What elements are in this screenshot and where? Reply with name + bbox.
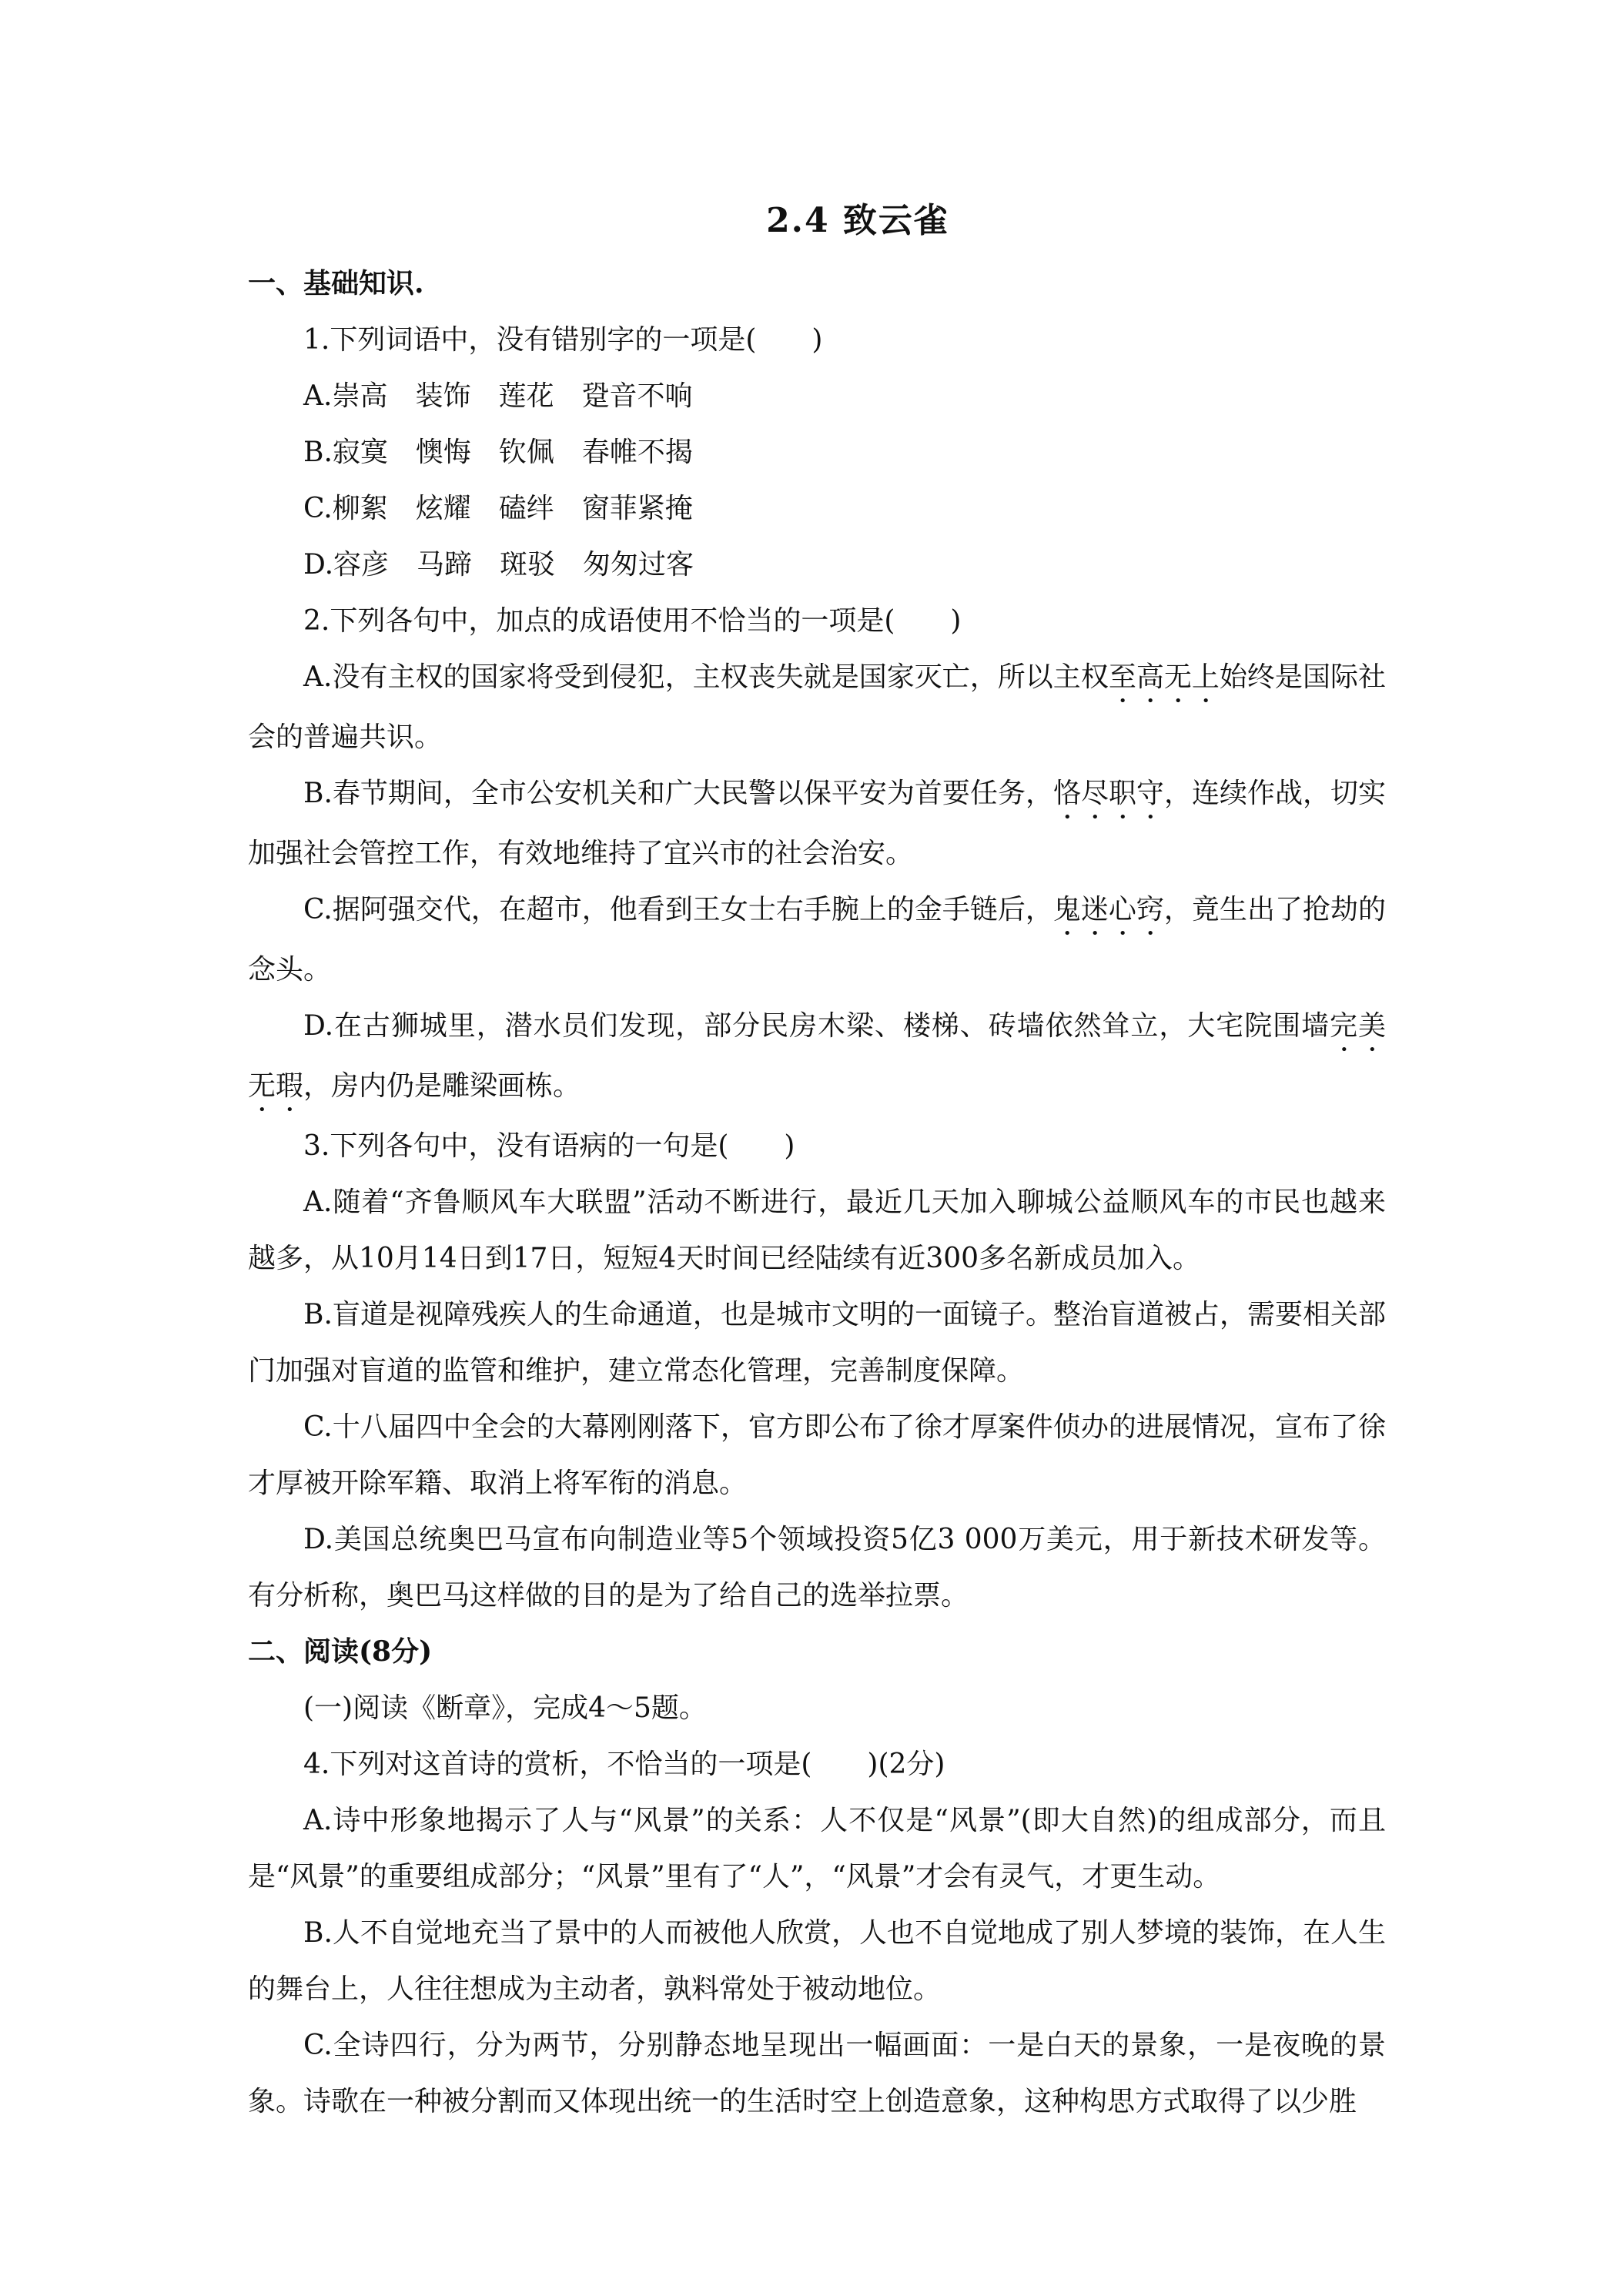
question-4-option-a: A.诗中形象地揭示了人与“风景”的关系：人不仅是“风景”(即大自然)的组成部分，而且是“风景”的重要组成部分；“风景”里有了“人”，“风景”才会有灵气，才更生动。 — [248, 1805, 1386, 1893]
question-2-option-c: C.据阿强交代，在超市，他看到王女士右手腕上的金手链后，鬼迷心窍，竟生出了抢劫的念头。 — [248, 894, 1386, 986]
question-1-option-b: B.寂寞 懊悔 钦佩 春帷不揭 — [303, 437, 693, 468]
section-heading-reading: 二、阅读(8分) — [248, 1635, 433, 1668]
question-3-stem: 3.下列各句中，没有语病的一句是( ) — [303, 1130, 795, 1162]
question-3-option-a: A.随着“齐鲁顺风车大联盟”活动不断进行，最近几天加入聊城公益顺风车的市民也越来越多，从10月14日到17日，短短4天时间已经陆续有近300多名新成员加入。 — [248, 1186, 1386, 1274]
question-2-option-a: A.没有主权的国家将受到侵犯，主权丧失就是国家灭亡，所以主权至高无上始终是国际社会的普遍共识。 — [248, 661, 1386, 753]
question-4-stem: 4.下列对这首诗的赏析，不恰当的一项是( )(2分) — [303, 1749, 945, 1780]
document-body — [248, 256, 1386, 2130]
question-1-option-d: D.容彦 马蹄 斑驳 匆匆过客 — [303, 549, 694, 581]
question-1-option-c: C.柳絮 炫耀 磕绊 窗菲紧掩 — [303, 493, 693, 524]
dotted-idiom: 完美无瑕 — [248, 1010, 1386, 1102]
dotted-idiom: 至高无上 — [1108, 661, 1220, 693]
question-3-option-c: C.十八届四中全会的大幕刚刚落下，官方即公布了徐才厚案件侦办的进展情况，宣布了徐才厚被开除军籍、取消上将军衔的消息。 — [248, 1411, 1386, 1499]
question-4-option-b: B.人不自觉地充当了景中的人而被他人欣赏，人也不自觉地成了别人梦境的装饰，在人生的舞台上，人往往想成为主动者，孰料常处于被动地位。 — [248, 1917, 1386, 2005]
question-2-stem: 2.下列各句中，加点的成语使用不恰当的一项是( ) — [303, 605, 962, 637]
question-2-option-d: D.在古狮城里，潜水员们发现，部分民房木梁、楼梯、砖墙依然耸立，大宅院围墙完美无瑕，房内仍是雕梁画栋。 — [248, 1010, 1386, 1102]
question-4-option-c: C.全诗四行，分为两节，分别静态地呈现出一幅画面：一是白天的景象，一是夜晚的景象。诗歌在一种被分割而又体现出统一的生活时空上创造意象，这种构思方式取得了以少胜 — [248, 2030, 1386, 2117]
question-3-option-b: B.盲道是视障残疾人的生命通道，也是城市文明的一面镜子。整治盲道被占，需要相关部门加强对盲道的监管和维护，建立常态化管理，完善制度保障。 — [248, 1299, 1386, 1387]
question-3-option-d: D.美国总统奥巴马宣布向制造业等5个领域投资5亿3 000万美元，用于新技术研发等。有分析称，奥巴马这样做的目的是为了给自己的选举拉票。 — [248, 1524, 1386, 1612]
question-2-option-b: B.春节期间，全市公安机关和广大民警以保平安为首要任务，恪尽职守，连续作战，切实加强社会管控工作，有效地维持了宜兴市的社会治安。 — [248, 778, 1386, 869]
section-heading-basic: 一、基础知识. — [248, 267, 424, 300]
question-1-stem: 1.下列词语中，没有错别字的一项是( ) — [303, 324, 823, 356]
question-1-option-a: A.崇高 装饰 莲花 跫音不响 — [303, 380, 693, 412]
page-title: 2.4 致云雀 — [766, 201, 949, 240]
reading-intro: (一)阅读《断章》，完成4～5题。 — [303, 1692, 707, 1724]
dotted-idiom: 鬼迷心窍 — [1052, 894, 1164, 925]
dotted-idiom: 恪尽职守 — [1052, 778, 1164, 809]
